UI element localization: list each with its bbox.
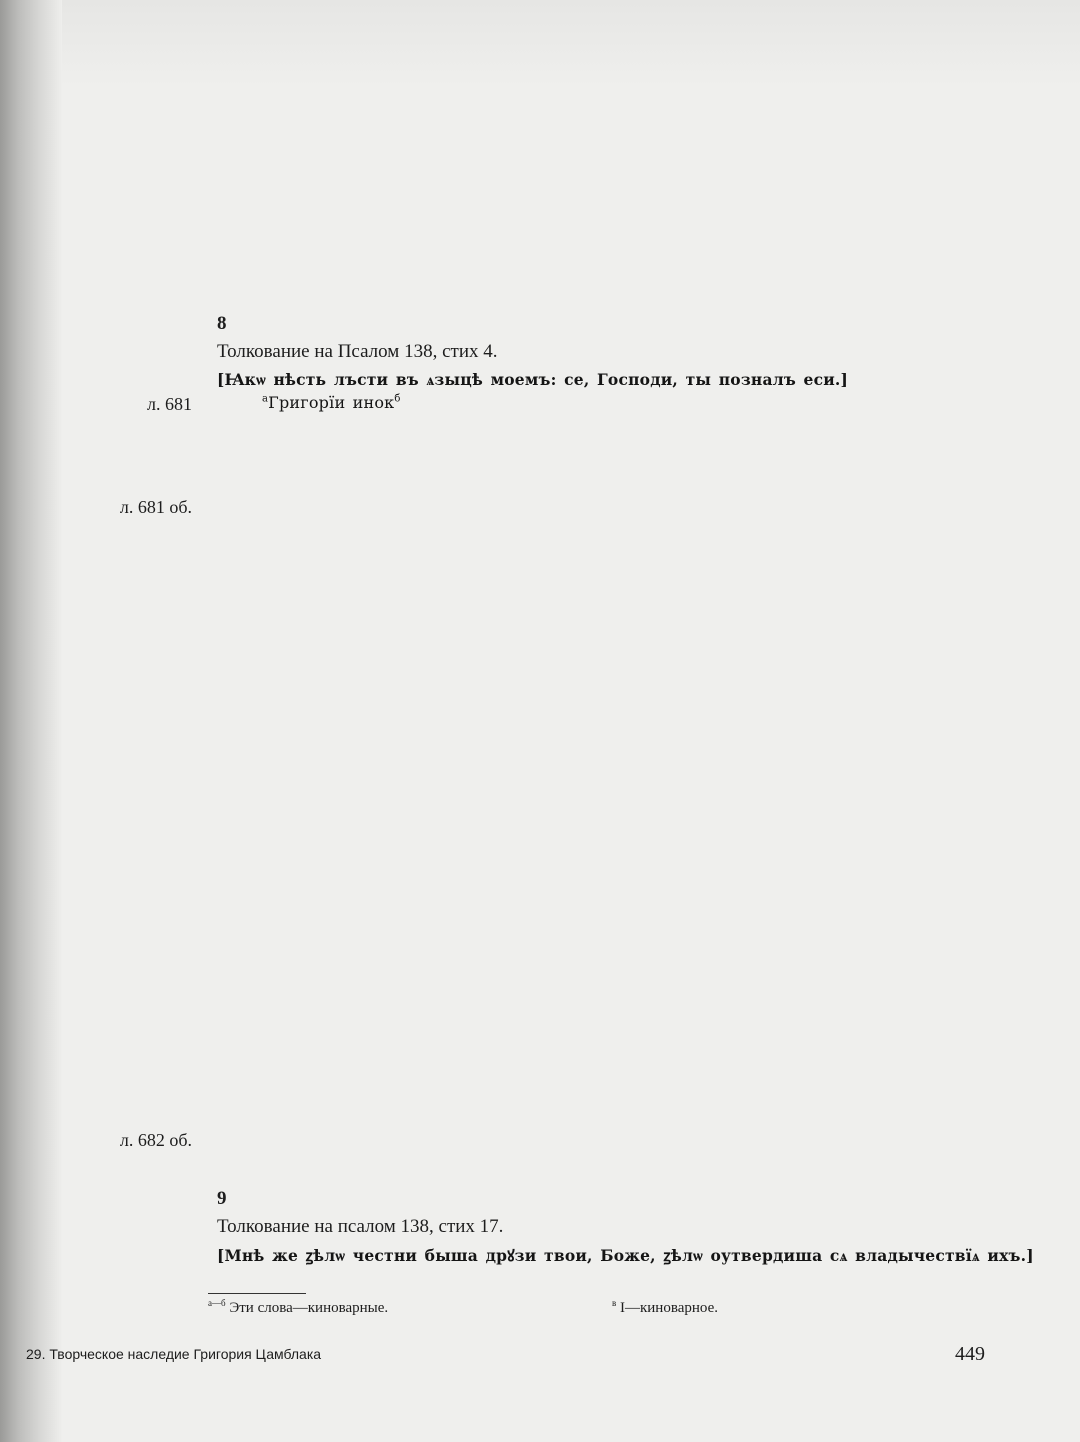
author-name: Григорїи инок: [268, 393, 395, 412]
footnote-ab: [208, 1298, 388, 1317]
section-8-number: 8: [217, 313, 227, 334]
page-number: 449: [955, 1343, 985, 1365]
footnote-v: [612, 1298, 718, 1317]
folio-note-681: л. 681: [147, 394, 192, 414]
folio-note-681-ob: л. 681 об.: [119, 497, 192, 517]
footnote-ab-text: Эти слова—киноварные.: [229, 1300, 389, 1316]
running-footer: 29. Творческое наследие Григория Цамблака: [26, 1346, 322, 1362]
section-9-title: Толкование на псалом 138, стих 17.: [217, 1216, 504, 1237]
author-mark-a: а: [262, 393, 269, 405]
folio-note-682-ob: л. 682 об.: [119, 1130, 192, 1150]
footnote-rule: [208, 1293, 306, 1294]
book-gutter-shadow: [0, 0, 62, 1442]
section-9-number: 9: [217, 1188, 227, 1209]
footnote-v-text: І—киноварное.: [620, 1300, 718, 1316]
section-8-title: Толкование на Псалом 138, стих 4.: [217, 341, 498, 362]
section-9-psalm-verse: [Мнѣ же ꙁѣлѡ честни быша дрꙋзи твои, Боже, ꙁѣлѡ оутвердиша сѧ владычествїѧ ихъ.]: [217, 1246, 1034, 1265]
page-surface: [62, 0, 1080, 1442]
footnote-ab-marker: а—б: [208, 1298, 226, 1308]
section-8-author: [262, 393, 401, 412]
section-8-psalm-verse: [Ꙗкѡ нѣсть лъсти въ ѧзыцѣ моемъ: се, Господи, ты позналъ еси.]: [217, 370, 849, 389]
author-mark-b: б: [394, 393, 401, 405]
footnote-v-marker: в: [612, 1298, 617, 1308]
